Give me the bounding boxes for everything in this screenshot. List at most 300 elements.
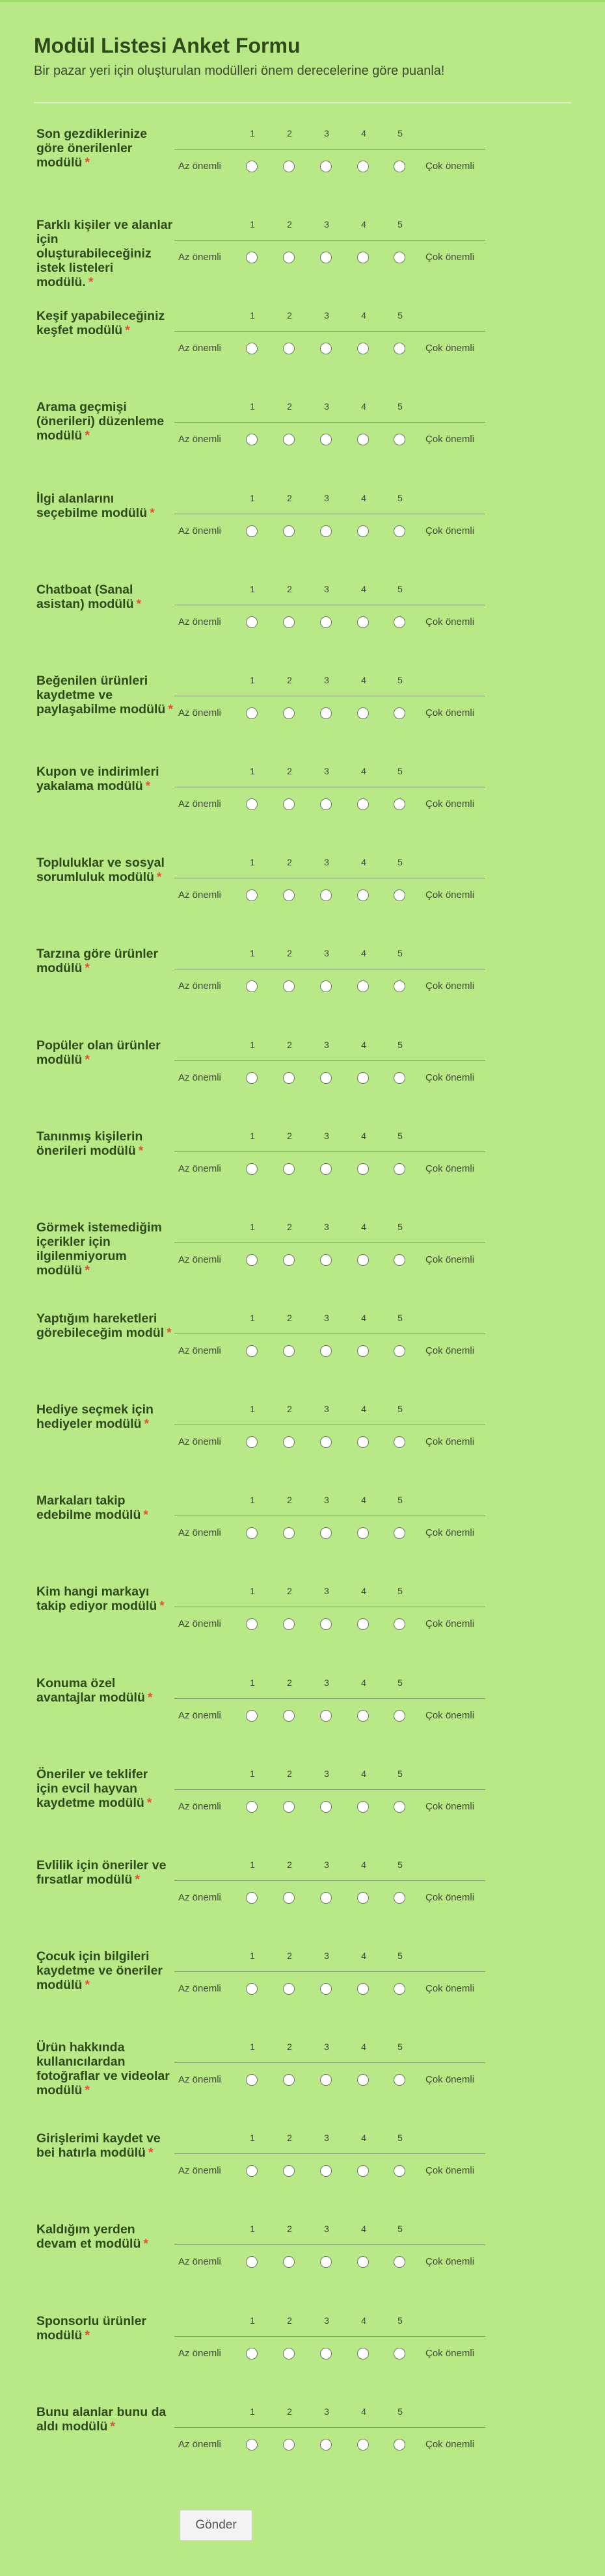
required-marker: * [147, 1690, 153, 1705]
scale-divider [174, 2153, 485, 2154]
question-text: Kupon ve indirimleri yakalama modülü [36, 765, 159, 793]
scale-number: 1 [250, 1222, 255, 1232]
scale-number: 1 [250, 1768, 255, 1779]
low-label: Az önemli [178, 798, 221, 809]
question-text: Hediye seçmek için hediyeler modülü [36, 1402, 154, 1431]
scale-number: 5 [397, 493, 403, 503]
scale-number: 1 [250, 1586, 255, 1596]
rating-radio[interactable] [320, 1072, 332, 1084]
scale-number: 1 [250, 857, 255, 867]
rating-radio[interactable] [357, 1436, 369, 1448]
rating-radio[interactable] [283, 616, 295, 628]
rating-radio[interactable] [394, 1983, 405, 1995]
rating-radio[interactable] [246, 434, 258, 445]
submit-button[interactable]: Gönder [180, 2510, 252, 2541]
scale-number: 2 [287, 675, 292, 685]
scale-number: 2 [287, 493, 292, 503]
rating-radio[interactable] [320, 434, 332, 445]
question-text: İlgi alanlarını seçebilme modülü [36, 492, 148, 520]
low-label: Az önemli [178, 616, 221, 627]
high-label: Çok önemli [425, 1983, 475, 1994]
rating-radio[interactable] [357, 525, 369, 537]
rating-radio[interactable] [283, 1801, 295, 1813]
scale-number: 2 [287, 2042, 292, 2052]
rating-radio[interactable] [357, 1618, 369, 1630]
rating-radio[interactable] [320, 1163, 332, 1175]
rating-radio[interactable] [394, 2439, 405, 2451]
rating-radio[interactable] [357, 1527, 369, 1539]
high-label: Çok önemli [425, 707, 475, 718]
question-text: Keşif yapabileceğiniz keşfet modülü [36, 309, 165, 337]
scale-number: 3 [324, 1495, 329, 1505]
question-label [36, 1220, 173, 1278]
low-label: Az önemli [178, 1618, 221, 1629]
question-text: Tarzına göre ürünler modülü [36, 947, 159, 975]
rating-radio[interactable] [320, 1618, 332, 1630]
rating-radio[interactable] [283, 1436, 295, 1448]
question-row [0, 947, 605, 1038]
high-label: Çok önemli [425, 1436, 475, 1447]
rating-radio[interactable] [394, 1710, 405, 1722]
rating-radio[interactable] [246, 889, 258, 901]
scale-number: 5 [397, 1586, 403, 1596]
rating-radio[interactable] [283, 1254, 295, 1266]
question-row [0, 1584, 605, 1676]
question-row [0, 2314, 605, 2405]
rating-radio[interactable] [394, 1527, 405, 1539]
low-label: Az önemli [178, 1345, 221, 1356]
rating-radio[interactable] [320, 161, 332, 172]
rating-radio[interactable] [283, 889, 295, 901]
high-label: Çok önemli [425, 2165, 475, 2176]
question-label [36, 1676, 173, 1705]
question-label [36, 1584, 173, 1613]
question-text: Evlilik için öneriler ve fırsatlar modülü [36, 1858, 167, 1887]
scale-number: 3 [324, 2315, 329, 2326]
scale-number: 2 [287, 2133, 292, 2143]
rating-radio[interactable] [357, 434, 369, 445]
question-text: Arama geçmişi (önerileri) düzenleme modülü [36, 400, 165, 443]
rating-radio[interactable] [246, 1163, 258, 1175]
scale-number: 5 [397, 128, 403, 138]
low-label: Az önemli [178, 2256, 221, 2267]
rating-radio[interactable] [246, 525, 258, 537]
rating-radio[interactable] [320, 1983, 332, 1995]
scale-number: 1 [250, 2315, 255, 2326]
rating-radio[interactable] [394, 161, 405, 172]
scale-number: 1 [250, 1313, 255, 1323]
low-label: Az önemli [178, 1983, 221, 1994]
rating-radio[interactable] [357, 707, 369, 719]
rating-radio[interactable] [246, 2165, 258, 2177]
low-label: Az önemli [178, 2165, 221, 2176]
low-label: Az önemli [178, 434, 221, 445]
rating-radio[interactable] [320, 1254, 332, 1266]
rating-radio[interactable] [320, 2256, 332, 2268]
high-label: Çok önemli [425, 980, 475, 992]
rating-radio[interactable] [283, 343, 295, 354]
scale-number: 3 [324, 1222, 329, 1232]
scale-number: 4 [361, 310, 366, 321]
required-marker: * [146, 1796, 152, 1810]
rating-radio[interactable] [357, 2074, 369, 2086]
scale-number: 3 [324, 2042, 329, 2052]
rating-radio[interactable] [246, 1254, 258, 1266]
question-row [0, 1129, 605, 1220]
scale-number: 3 [324, 1313, 329, 1323]
rating-radio[interactable] [283, 707, 295, 719]
question-label [36, 2222, 173, 2251]
rating-radio[interactable] [320, 707, 332, 719]
scale-divider [174, 1242, 485, 1243]
rating-radio[interactable] [394, 1892, 405, 1904]
rating-radio[interactable] [394, 252, 405, 263]
rating-radio[interactable] [246, 707, 258, 719]
scale-number: 5 [397, 401, 403, 412]
rating-radio[interactable] [246, 1801, 258, 1813]
rating-radio[interactable] [394, 2256, 405, 2268]
scale-number: 3 [324, 1404, 329, 1414]
rating-radio[interactable] [394, 434, 405, 445]
rating-radio[interactable] [357, 1163, 369, 1175]
rating-radio[interactable] [394, 1801, 405, 1813]
question-label [36, 127, 173, 170]
form-subtitle: Bir pazar yeri için oluşturulan modülleri önem derecelerine göre puanla! [34, 64, 445, 78]
scale-number: 1 [250, 2224, 255, 2234]
rating-radio[interactable] [283, 1527, 295, 1539]
scale-number: 1 [250, 310, 255, 321]
rating-radio[interactable] [320, 343, 332, 354]
rating-radio[interactable] [357, 1983, 369, 1995]
scale-number: 3 [324, 857, 329, 867]
rating-radio[interactable] [357, 2348, 369, 2359]
scale-number: 1 [250, 401, 255, 412]
question-text: Tanınmış kişilerin önerileri modülü [36, 1129, 143, 1158]
rating-radio[interactable] [357, 1892, 369, 1904]
rating-radio[interactable] [246, 2439, 258, 2451]
rating-radio[interactable] [283, 1983, 295, 1995]
required-marker: * [148, 2146, 154, 2160]
rating-radio[interactable] [394, 1618, 405, 1630]
question-label [36, 674, 173, 716]
question-text: Kaldığım yerden devam et modülü [36, 2222, 141, 2251]
rating-radio[interactable] [283, 1163, 295, 1175]
scale-number: 2 [287, 1677, 292, 1688]
rating-radio[interactable] [357, 616, 369, 628]
rating-radio[interactable] [246, 2256, 258, 2268]
rating-radio[interactable] [394, 1163, 405, 1175]
question-text: Ürün hakkında kullanıcılardan fotoğraflar ve videolar modülü [36, 2040, 170, 2097]
required-marker: * [143, 2237, 148, 2251]
scale-number: 1 [250, 675, 255, 685]
rating-radio[interactable] [357, 980, 369, 992]
scale-number: 5 [397, 948, 403, 958]
rating-radio[interactable] [320, 1345, 332, 1357]
scale-number: 5 [397, 766, 403, 776]
rating-radio[interactable] [357, 2165, 369, 2177]
rating-radio[interactable] [320, 980, 332, 992]
scale-number: 4 [361, 2315, 366, 2326]
scale-number: 1 [250, 2406, 255, 2417]
rating-radio[interactable] [283, 434, 295, 445]
scale-number: 1 [250, 1404, 255, 1414]
question-text: Yaptığım hareketleri görebileceğim modül [36, 1311, 165, 1340]
scale-number: 3 [324, 1677, 329, 1688]
high-label: Çok önemli [425, 2348, 475, 2359]
low-label: Az önemli [178, 1436, 221, 1447]
scale-number: 4 [361, 1313, 366, 1323]
question-row [0, 856, 605, 947]
scale-number: 5 [397, 310, 403, 321]
scale-divider [174, 1971, 485, 1972]
scale-divider [174, 2244, 485, 2245]
scale-divider [174, 240, 485, 241]
rating-radio[interactable] [357, 1345, 369, 1357]
scale-number: 1 [250, 1495, 255, 1505]
scale-number: 2 [287, 2315, 292, 2326]
scale-number: 2 [287, 1313, 292, 1323]
required-marker: * [85, 1263, 90, 1278]
scale-number: 4 [361, 219, 366, 230]
required-marker: * [159, 1599, 165, 1613]
high-label: Çok önemli [425, 525, 475, 536]
rating-radio[interactable] [394, 1436, 405, 1448]
rating-radio[interactable] [246, 2074, 258, 2086]
scale-divider [174, 2062, 485, 2063]
rating-radio[interactable] [246, 1983, 258, 1995]
rating-radio[interactable] [394, 616, 405, 628]
rating-radio[interactable] [283, 2439, 295, 2451]
scale-number: 1 [250, 584, 255, 594]
low-label: Az önemli [178, 252, 221, 263]
question-label [36, 1493, 173, 1522]
question-label [36, 947, 173, 975]
rating-radio[interactable] [283, 980, 295, 992]
rating-radio[interactable] [246, 2348, 258, 2359]
rating-radio[interactable] [394, 1345, 405, 1357]
rating-radio[interactable] [320, 889, 332, 901]
rating-radio[interactable] [283, 2165, 295, 2177]
rating-radio[interactable] [283, 525, 295, 537]
rating-radio[interactable] [246, 252, 258, 263]
question-label [36, 1129, 173, 1158]
rating-radio[interactable] [394, 798, 405, 810]
scale-number: 2 [287, 1495, 292, 1505]
scale-number: 2 [287, 1951, 292, 1961]
scale-number: 5 [397, 584, 403, 594]
low-label: Az önemli [178, 1254, 221, 1265]
scale-number: 1 [250, 1040, 255, 1050]
scale-number: 5 [397, 2042, 403, 2052]
rating-radio[interactable] [357, 1801, 369, 1813]
high-label: Çok önemli [425, 1254, 475, 1265]
rating-radio[interactable] [283, 1892, 295, 1904]
question-text: Girişlerimi kaydet ve bei hatırla modülü [36, 2131, 161, 2160]
rating-radio[interactable] [320, 1710, 332, 1722]
high-label: Çok önemli [425, 1801, 475, 1812]
rating-radio[interactable] [246, 1345, 258, 1357]
scale-number: 4 [361, 2406, 366, 2417]
low-label: Az önemli [178, 1801, 221, 1812]
question-text: Chatboat (Sanal asistan) modülü [36, 583, 134, 611]
scale-number: 4 [361, 857, 366, 867]
scale-number: 5 [397, 1222, 403, 1232]
scale-number: 3 [324, 1951, 329, 1961]
scale-number: 3 [324, 1131, 329, 1141]
question-row [0, 583, 605, 674]
rating-radio[interactable] [283, 161, 295, 172]
scale-divider [174, 422, 485, 423]
rating-radio[interactable] [246, 343, 258, 354]
question-row [0, 1402, 605, 1493]
rating-radio[interactable] [394, 980, 405, 992]
rating-radio[interactable] [246, 1892, 258, 1904]
high-label: Çok önemli [425, 434, 475, 445]
rating-radio[interactable] [320, 525, 332, 537]
scale-number: 1 [250, 1860, 255, 1870]
high-label: Çok önemli [425, 1710, 475, 1721]
question-label [36, 309, 173, 337]
scale-number: 2 [287, 857, 292, 867]
rating-radio[interactable] [246, 980, 258, 992]
rating-radio[interactable] [283, 2348, 295, 2359]
high-label: Çok önemli [425, 616, 475, 627]
rating-radio[interactable] [357, 161, 369, 172]
rating-radio[interactable] [320, 616, 332, 628]
rating-radio[interactable] [320, 252, 332, 263]
scale-number: 4 [361, 1951, 366, 1961]
scale-divider [174, 2427, 485, 2428]
rating-radio[interactable] [320, 1892, 332, 1904]
rating-radio[interactable] [357, 1072, 369, 1084]
rating-radio[interactable] [357, 2439, 369, 2451]
required-marker: * [85, 2083, 90, 2097]
question-row [0, 309, 605, 400]
rating-radio[interactable] [320, 1801, 332, 1813]
rating-radio[interactable] [320, 2074, 332, 2086]
rating-radio[interactable] [246, 161, 258, 172]
scale-number: 1 [250, 128, 255, 138]
question-text: Çocuk için bilgileri kaydetme ve öneriler modülü [36, 1949, 163, 1992]
rating-radio[interactable] [246, 1527, 258, 1539]
scale-number: 2 [287, 128, 292, 138]
rating-radio[interactable] [357, 1254, 369, 1266]
scale-number: 1 [250, 2042, 255, 2052]
rating-radio[interactable] [320, 1436, 332, 1448]
question-text: Farklı kişiler ve alanlar için oluşturabileceğiniz istek listeleri modülü. [36, 218, 173, 289]
required-marker: * [145, 779, 151, 793]
question-label [36, 492, 173, 520]
question-label [36, 1402, 173, 1431]
low-label: Az önemli [178, 707, 221, 718]
scale-number: 5 [397, 1131, 403, 1141]
rating-radio[interactable] [246, 1618, 258, 1630]
question-label [36, 2040, 173, 2097]
scale-number: 3 [324, 310, 329, 321]
rating-radio[interactable] [320, 2165, 332, 2177]
scale-number: 5 [397, 1404, 403, 1414]
question-label [36, 583, 173, 611]
rating-radio[interactable] [246, 1436, 258, 1448]
required-marker: * [88, 275, 94, 289]
question-row [0, 2405, 605, 2496]
required-marker: * [138, 1144, 144, 1158]
rating-radio[interactable] [283, 1618, 295, 1630]
low-label: Az önemli [178, 889, 221, 900]
question-row [0, 1311, 605, 1402]
required-marker: * [168, 702, 173, 716]
rating-radio[interactable] [357, 2256, 369, 2268]
rating-radio[interactable] [283, 798, 295, 810]
scale-number: 5 [397, 2224, 403, 2234]
rating-radio[interactable] [357, 889, 369, 901]
rating-radio[interactable] [283, 2256, 295, 2268]
rating-radio[interactable] [320, 2439, 332, 2451]
rating-radio[interactable] [320, 798, 332, 810]
high-label: Çok önemli [425, 1345, 475, 1356]
scale-number: 5 [397, 1040, 403, 1050]
low-label: Az önemli [178, 2348, 221, 2359]
rating-radio[interactable] [283, 1072, 295, 1084]
rating-radio[interactable] [394, 525, 405, 537]
rating-radio[interactable] [357, 343, 369, 354]
rating-radio[interactable] [283, 1345, 295, 1357]
question-row [0, 2040, 605, 2131]
low-label: Az önemli [178, 1072, 221, 1083]
rating-radio[interactable] [283, 252, 295, 263]
question-row [0, 2131, 605, 2222]
rating-radio[interactable] [246, 798, 258, 810]
scale-number: 3 [324, 1586, 329, 1596]
rating-radio[interactable] [394, 343, 405, 354]
scale-number: 1 [250, 219, 255, 230]
scale-number: 1 [250, 766, 255, 776]
rating-radio[interactable] [357, 798, 369, 810]
rating-radio[interactable] [394, 2165, 405, 2177]
rating-radio[interactable] [394, 2074, 405, 2086]
rating-radio[interactable] [357, 1710, 369, 1722]
low-label: Az önemli [178, 1710, 221, 1721]
rating-radio[interactable] [320, 2348, 332, 2359]
rating-radio[interactable] [394, 1254, 405, 1266]
scale-number: 3 [324, 401, 329, 412]
rating-radio[interactable] [320, 1527, 332, 1539]
required-marker: * [85, 2328, 90, 2343]
question-row [0, 1676, 605, 1767]
scale-divider [174, 1151, 485, 1152]
low-label: Az önemli [178, 161, 221, 172]
question-text: Beğenilen ürünleri kaydetme ve paylaşabilme modülü [36, 674, 166, 716]
question-row [0, 1038, 605, 1129]
scale-number: 2 [287, 219, 292, 230]
rating-radio[interactable] [246, 1072, 258, 1084]
rating-radio[interactable] [394, 889, 405, 901]
rating-radio[interactable] [283, 2074, 295, 2086]
rating-radio[interactable] [246, 616, 258, 628]
question-label [36, 2314, 173, 2343]
scale-number: 3 [324, 2224, 329, 2234]
rating-radio[interactable] [283, 1710, 295, 1722]
rating-radio[interactable] [394, 707, 405, 719]
rating-radio[interactable] [394, 1072, 405, 1084]
scale-number: 3 [324, 675, 329, 685]
required-marker: * [156, 870, 162, 884]
scale-number: 5 [397, 1951, 403, 1961]
rating-radio[interactable] [357, 252, 369, 263]
rating-radio[interactable] [246, 1710, 258, 1722]
scale-number: 2 [287, 948, 292, 958]
rating-radio[interactable] [394, 2348, 405, 2359]
